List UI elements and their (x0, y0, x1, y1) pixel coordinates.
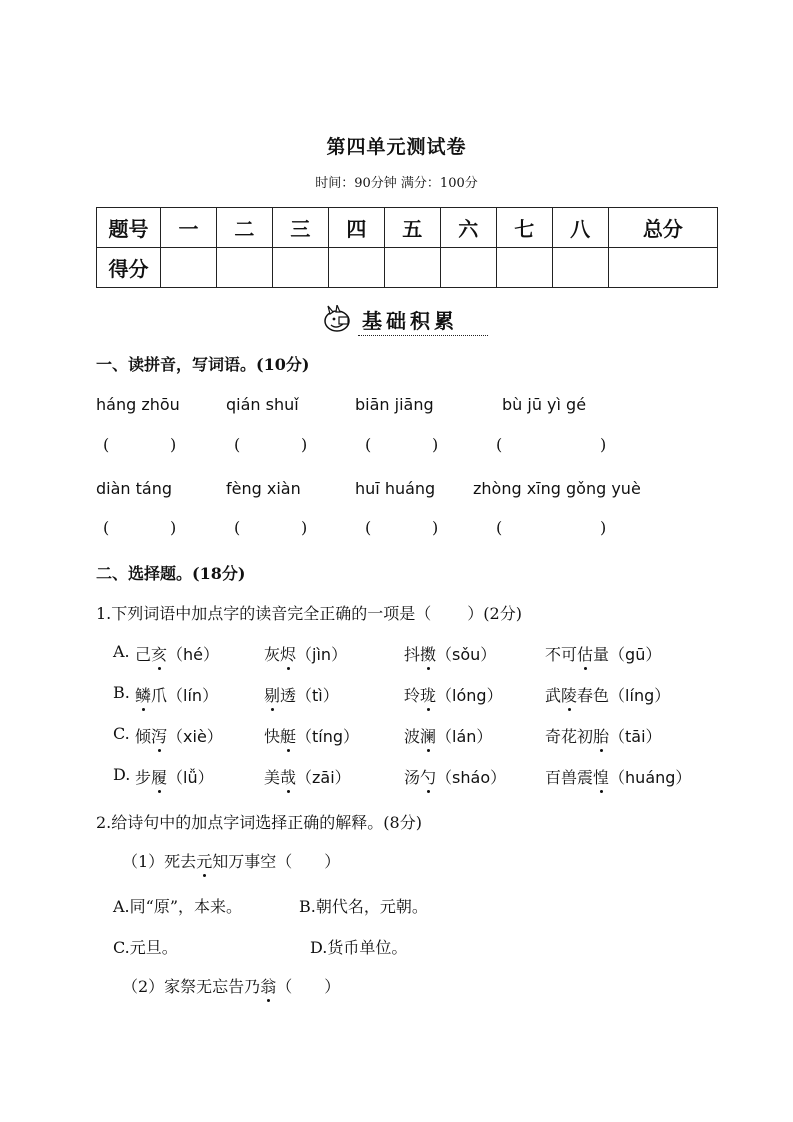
question-1-stem-before: 1.下列词语中加点字的读音完全正确的一项是（ (96, 604, 432, 623)
row-label-score: 得分 (97, 248, 161, 288)
answer-blank-open: ( (234, 435, 241, 454)
option-label: D. (113, 765, 131, 784)
q2-option-a: A.同“原”，本来。 (113, 897, 243, 916)
column-header: 八 (552, 208, 608, 248)
pinyin-item: diàn táng (96, 479, 173, 498)
score-cell[interactable] (440, 248, 496, 288)
option-item: 百兽震惶（huáng） (545, 765, 691, 788)
rabbit-reading-icon (322, 305, 352, 333)
option-item: 玲珑（lóng） (404, 683, 503, 706)
option-item: 美哉（zāi） (264, 765, 351, 788)
option-item: 波澜（lán） (404, 724, 492, 747)
pinyin-item: qián shuǐ (226, 395, 299, 414)
question-1-stem (96, 601, 522, 624)
row-label-question-number: 题号 (97, 208, 161, 248)
question-1-stem-after: ）(2分) (467, 604, 522, 623)
score-cell[interactable] (161, 248, 217, 288)
score-cell[interactable] (608, 248, 717, 288)
score-cell[interactable] (328, 248, 384, 288)
option-item: 武陵春色（líng） (545, 683, 670, 706)
answer-blank-close: ) (301, 435, 308, 454)
column-header: 二 (216, 208, 272, 248)
score-cell[interactable] (552, 248, 608, 288)
q2-option-b: B.朝代名，元朝。 (299, 897, 428, 916)
question-2-sub2: （2）家祭无忘告乃翁（ ） (122, 974, 340, 997)
answer-blank-open: ( (103, 518, 110, 537)
option-label: C. (113, 724, 130, 743)
answer-blank-open: ( (365, 518, 372, 537)
answer-blank-open: ( (103, 435, 110, 454)
option-item: 汤勺（sháo） (404, 765, 506, 788)
score-cell[interactable] (216, 248, 272, 288)
answer-blank-close: ) (170, 435, 177, 454)
pinyin-item: fèng xiàn (226, 479, 301, 498)
score-table (96, 207, 718, 288)
option-item: 不可估量（gū） (545, 642, 661, 665)
score-cell[interactable] (496, 248, 552, 288)
option-item: 步履（lǚ） (135, 765, 214, 788)
option-item: 抖擞（sǒu） (404, 642, 496, 665)
answer-blank-close: ) (170, 518, 177, 537)
column-header: 总分 (608, 208, 717, 248)
option-item: 己亥（hé） (135, 642, 219, 665)
option-label: A. (113, 642, 130, 661)
score-table-header-row (97, 208, 718, 248)
q2-option-c: C.元旦。 (113, 938, 178, 957)
banner-underline (358, 335, 488, 336)
answer-blank-close: ) (600, 518, 607, 537)
option-item: 鳞爪（lín） (135, 683, 218, 706)
question-2-sub1: （1）死去元知万事空（ ） (122, 849, 340, 872)
question-2-stem: 2.给诗句中的加点字词选择正确的解释。(8分) (96, 813, 422, 832)
score-cell[interactable] (384, 248, 440, 288)
column-header: 四 (328, 208, 384, 248)
option-item: 奇花初胎（tāi） (545, 724, 662, 747)
pinyin-item: háng zhōu (96, 395, 180, 414)
column-header: 五 (384, 208, 440, 248)
column-header: 三 (272, 208, 328, 248)
option-item: 快艇（tíng） (264, 724, 359, 747)
pinyin-item: biān jiāng (355, 395, 434, 414)
q2-option-d: D.货币单位。 (310, 938, 408, 957)
section2-heading: 二、选择题。(18分) (96, 564, 246, 583)
answer-blank-open: ( (496, 435, 503, 454)
option-item: 倾泻（xiè） (135, 724, 223, 747)
option-label: B. (113, 683, 130, 702)
answer-blank-close: ) (432, 435, 439, 454)
banner-title: 基础积累 (362, 309, 458, 333)
option-item: 灰烬（jìn） (264, 642, 347, 665)
answer-blank-open: ( (365, 435, 372, 454)
option-item: 剔透（tì） (264, 683, 339, 706)
pinyin-item: zhòng xīng gǒng yuè (473, 479, 641, 498)
column-header: 六 (440, 208, 496, 248)
page-title: 第四单元测试卷 (326, 136, 467, 158)
answer-blank-close: ) (432, 518, 439, 537)
pinyin-item: bù jū yì gé (502, 395, 587, 414)
column-header: 一 (161, 208, 217, 248)
score-table-score-row (97, 248, 718, 288)
score-cell[interactable] (272, 248, 328, 288)
pinyin-item: huī huáng (355, 479, 436, 498)
exam-info: 时间：90分钟 满分：100分 (315, 176, 478, 191)
answer-blank-close: ) (600, 435, 607, 454)
answer-blank-open: ( (234, 518, 241, 537)
answer-blank-close: ) (301, 518, 308, 537)
column-header: 七 (496, 208, 552, 248)
answer-blank-open: ( (496, 518, 503, 537)
section1-heading: 一、读拼音，写词语。(10分) (96, 355, 310, 374)
